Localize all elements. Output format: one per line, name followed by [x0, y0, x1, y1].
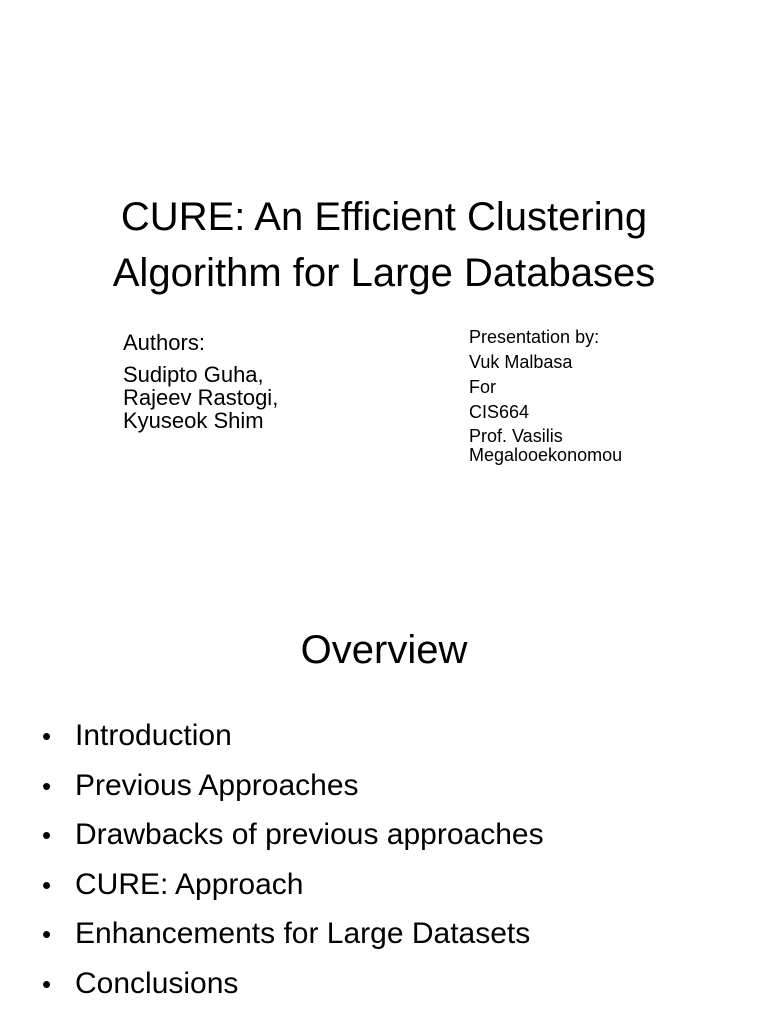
author-name: Kyuseok Shim: [123, 408, 264, 433]
overview-slide: [0, 512, 768, 1024]
bullet-icon: •: [42, 770, 52, 801]
presenter-line: Vuk Malbasa: [469, 352, 573, 372]
presenter-block: [469, 327, 622, 465]
presenter-line: Presentation by:: [469, 327, 600, 347]
list-item: [42, 815, 544, 865]
author-name: Sudipto Guha,: [123, 362, 264, 387]
author-name: Rajeev Rastogi,: [123, 385, 279, 410]
bullet-text: Introduction: [75, 719, 232, 752]
slide-title: Overview: [300, 628, 468, 672]
bullet-icon: •: [42, 820, 52, 851]
list-item: [42, 964, 544, 1014]
list-item: [42, 914, 544, 964]
bullet-text: Drawbacks of previous approaches: [75, 818, 544, 852]
bullet-icon: •: [42, 968, 52, 999]
overview-bullet-list: [42, 716, 544, 1014]
bullet-icon: •: [42, 869, 52, 900]
slide-title: [0, 189, 768, 301]
list-item: [42, 865, 544, 915]
bullet-icon: •: [42, 919, 52, 950]
bullet-text: Enhancements for Large Datasets: [75, 917, 531, 951]
list-item: [42, 766, 544, 816]
authors-block: [123, 329, 278, 432]
title-line: CURE: An Efficient Clustering: [120, 195, 648, 239]
bullet-text: Conclusions: [75, 966, 239, 1000]
bullet-text: CURE: Approach: [75, 867, 304, 901]
presenter-line: Megalooekonomou: [469, 445, 623, 465]
bullet-text: Previous Approaches: [75, 768, 359, 802]
title-line: Algorithm for Large Databases: [112, 251, 656, 295]
authors-label: Authors:: [123, 330, 205, 355]
bullet-icon: •: [42, 721, 52, 751]
presenter-line: Prof. Vasilis: [469, 426, 563, 446]
list-item: [42, 716, 544, 766]
presenter-line: CIS664: [469, 402, 530, 422]
presenter-line: For: [469, 377, 496, 397]
